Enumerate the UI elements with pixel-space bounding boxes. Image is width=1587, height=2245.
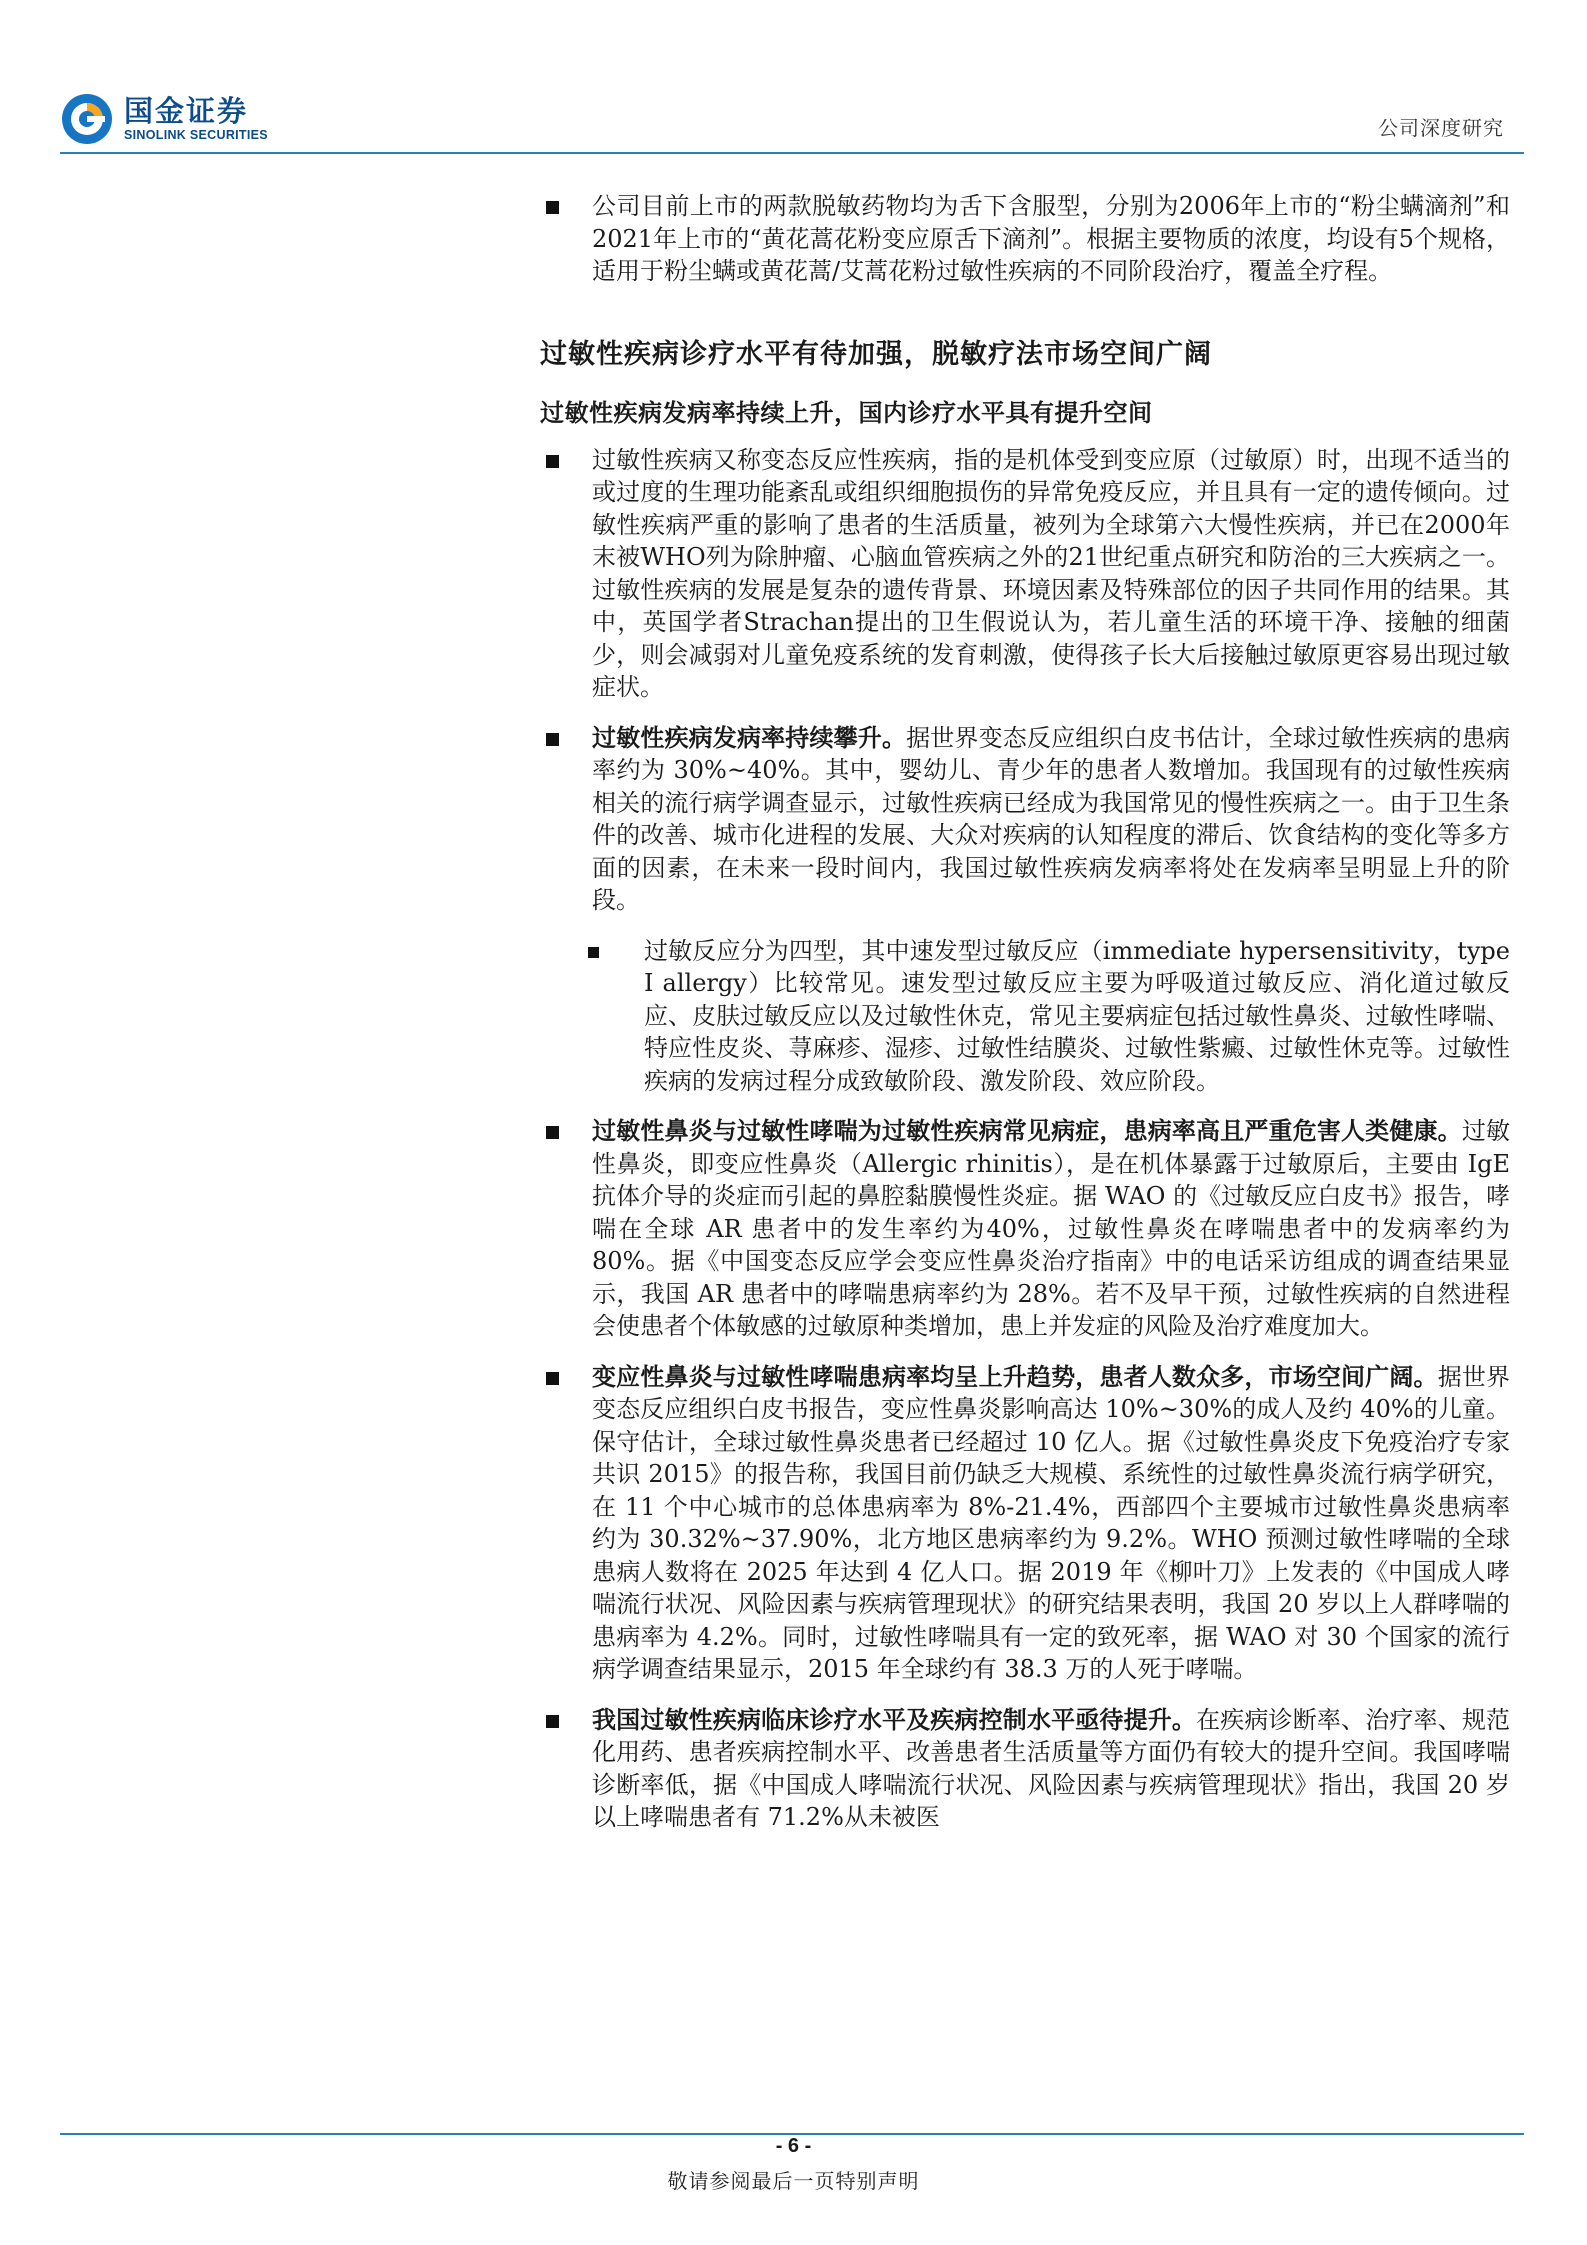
bullet-square-icon	[546, 1715, 559, 1728]
company-logo	[60, 92, 268, 146]
header-divider	[60, 152, 1524, 154]
section-title: 过敏性疾病诊疗水平有待加强，脱敏疗法市场空间广阔	[540, 338, 1212, 370]
intro-bullet-text: 公司目前上市的两款脱敏药物均为舌下含服型，分别为2006年上市的“粉尘螨滴剂”和2021年上市的“黄花蒿花粉变应原舌下滴剂”。根据主要物质的浓度，均设有5个规格，适用于粉尘螨或黄花蒿/艾蒿花粉过敏性疾病的不同阶段治疗，覆盖全疗程。	[592, 192, 1510, 285]
bullet-text: 据世界变态反应组织白皮书估计，全球过敏性疾病的患病率约为 30%~40%。其中，婴幼儿、青少年的患者人数增加。我国现有的过敏性疾病相关的流行病学调查显示，过敏性疾病已经成为我国常见的慢性疾病之一。由于卫生条件的改善、城市化进程的发展、大众对疾病的认知程度的滞后、饮食结构的变化等多方面的因素，在未来一段时间内，我国过敏性疾病发病率将处在发病率呈明显上升的阶段。	[592, 723, 1510, 914]
logo-mark-icon	[60, 92, 114, 146]
list-item	[540, 1704, 1510, 1834]
sub-list-item	[540, 935, 1510, 1098]
bullet-text: 过敏性疾病又称变态反应性疾病，指的是机体受到变应原（过敏原）时，出现不适当的或过度的生理功能紊乱或组织细胞损伤的异常免疫反应，并且具有一定的遗传倾向。过敏性疾病严重的影响了患者的生活质量，被列为全球第六大慢性疾病，并已在2000年末被WHO列为除肿瘤、心脑血管疾病之外的21世纪重点研究和防治的三大疾病之一。过敏性疾病的发展是复杂的遗传背景、环境因素及特殊部位的因子共同作用的结果。其中，英国学者Strachan提出的卫生假说认为，若儿童生活的环境干净、接触的细菌少，则会减弱对儿童免疫系统的发育刺激，使得孩子长大后接触过敏原更容易出现过敏症状。	[592, 445, 1510, 701]
logo-english-name: SINOLINK SECURITIES	[124, 128, 268, 142]
subsection-title: 过敏性疾病发病率持续上升，国内诊疗水平具有提升空间	[540, 397, 1153, 427]
bullet-text: 在疾病诊断率、治疗率、规范化用药、患者疾病控制水平、改善患者生活质量等方面仍有较大的提升空间。我国哮喘诊断率低，据《中国成人哮喘流行状况、风险因素与疾病管理现状》指出，我国 20 岁以上哮喘患者有 71.2%从未被医	[592, 1705, 1511, 1831]
bullet-lead: 过敏性鼻炎与过敏性哮喘为过敏性疾病常见病症，患病率高且严重危害人类健康。	[592, 1116, 1462, 1145]
main-content	[540, 190, 1510, 1852]
bullet-text: 据世界变态反应组织白皮书报告，变应性鼻炎影响高达 10%~30%的成人及约 40%的儿童。保守估计，全球过敏性鼻炎患者已经超过 10 亿人。据《过敏性鼻炎皮下免疫治疗专家共识 2015》的报告称，我国目前仍缺乏大规模、系统性的过敏性鼻炎流行病学研究，在 11 个中心城市的总体患病率为 8%-21.4%，西部四个主要城市过敏性鼻炎患病率约为 30.32%~37.90%，北方地区患病率约为 9.2%。WHO 预测过敏性哮喘的全球患病人数将在 2025 年达到 4 亿人口。据 2019 年《柳叶刀》上发表的《中国成人哮喘流行状况、风险因素与疾病管理现状》的研究结果表明，我国 20 岁以上人群哮喘的患病率为 4.2%。同时，过敏性哮喘具有一定的致死率，据 WAO 对 30 个国家的流行病学调查结果显示，2015 年全球约有 38.3 万的人死于哮喘。	[592, 1362, 1511, 1683]
bullet-lead: 变应性鼻炎与过敏性哮喘患病率均呈上升趋势，患者人数众多，市场空间广阔。	[592, 1361, 1438, 1391]
bullet-text: 过敏性鼻炎，即变应性鼻炎（Allergic rhinitis），是在机体暴露于过敏原后，主要由 IgE 抗体介导的炎症而引起的鼻腔黏膜慢性炎症。据 WAO 的《过敏反应白皮书》报告，哮喘在全球 AR 患者中的发生率约为40%，过敏性鼻炎在哮喘患者中的发病率约为 80%。据《中国变态反应学会变应性鼻炎治疗指南》中的电话采访组成的调查结果显示，我国 AR 患者中的哮喘患病率约为 28%。若不及早干预，过敏性疾病的自然进程会使患者个体敏感的过敏原种类增加，患上并发症的风险及治疗难度加大。	[592, 1117, 1511, 1340]
bullet-square-icon	[546, 201, 559, 214]
list-item	[540, 444, 1510, 704]
bullet-lead: 过敏性疾病发病率持续攀升。	[592, 722, 907, 752]
list-item	[540, 1361, 1510, 1686]
list-item	[540, 1115, 1510, 1343]
bullet-lead: 我国过敏性疾病临床诊疗水平及疾病控制水平亟待提升。	[592, 1704, 1197, 1734]
list-item	[540, 722, 1510, 917]
page-number: - 6 -	[775, 2135, 812, 2157]
bullet-square-icon	[546, 455, 559, 468]
footer-disclaimer: 敬请参阅最后一页特别声明	[667, 2169, 920, 2193]
report-type: 公司深度研究	[1378, 116, 1504, 140]
logo-chinese-name: 国金证券	[124, 94, 249, 128]
intro-bullet	[540, 190, 1510, 288]
page-header	[60, 80, 1524, 156]
bullet-text: 过敏反应分为四型，其中速发型过敏反应（immediate hypersensitivity，type I allergy）比较常见。速发型过敏反应主要为呼吸道过敏反应、消化道过敏反应、皮肤过敏反应以及过敏性休克，常见主要病症包括过敏性鼻炎、过敏性哮喘、特应性皮炎、荨麻疹、湿疹、过敏性结膜炎、过敏性紫癜、过敏性休克等。过敏性疾病的发病过程分成致敏阶段、激发阶段、效应阶段。	[644, 936, 1510, 1095]
bullet-square-icon	[546, 733, 559, 746]
bullet-square-icon	[546, 1372, 559, 1385]
sub-bullet-square-icon	[588, 947, 599, 958]
bullet-square-icon	[546, 1126, 559, 1139]
